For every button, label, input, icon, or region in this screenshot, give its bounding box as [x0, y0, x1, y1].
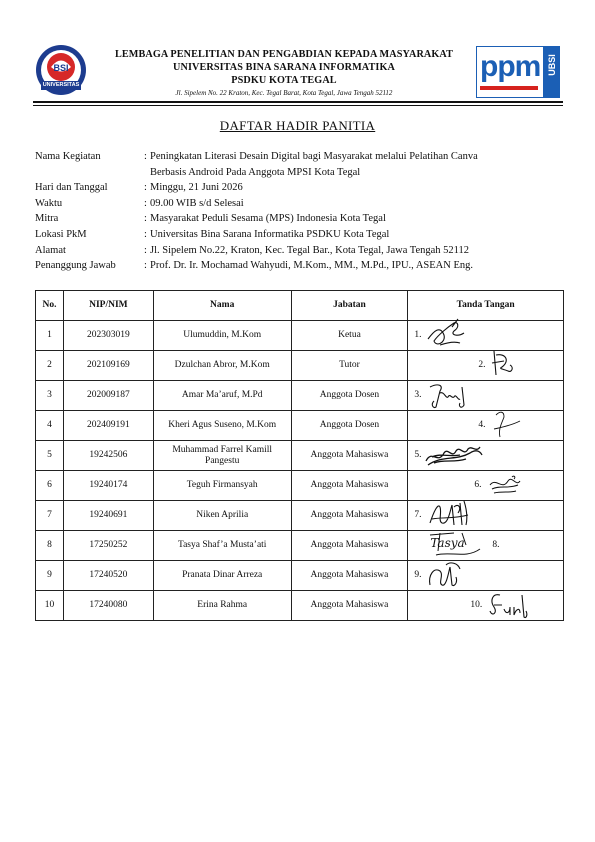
cell-jabatan: Anggota Mahasiswa: [291, 501, 408, 531]
signature-number: 4.: [478, 420, 486, 430]
col-header-jabatan: Jabatan: [291, 291, 408, 321]
info-value: : Prof. Dr. Ir. Mochamad Wahyudi, M.Kom., MM., M.Pd., IPU., ASEAN Eng.: [144, 258, 565, 274]
info-row-kegiatan: [35, 149, 565, 180]
signature-number: 2.: [478, 360, 486, 370]
cell-signature: [408, 561, 564, 591]
ubsi-logo: [35, 44, 87, 96]
info-label: Alamat: [35, 244, 66, 256]
institution-line-2: UNIVERSITAS BINA SARANA INFORMATIKA: [173, 62, 395, 73]
signature-number: 8.: [492, 540, 500, 550]
table-row: [36, 471, 564, 501]
institution-line-3: PSDKU KOTA TEGAL: [231, 75, 337, 86]
cell-nip: 17240080: [63, 591, 153, 621]
info-value-line1: : Peningkatan Literasi Desain Digital bagi Masyarakat melalui Pelatihan Canva: [150, 151, 478, 162]
table-row: [36, 561, 564, 591]
info-row-lokasi: [35, 227, 565, 243]
cell-nama: Dzulchan Abror, M.Kom: [153, 351, 291, 381]
col-header-tanda-tangan: Tanda Tangan: [408, 291, 564, 321]
signature-number: 3.: [414, 390, 422, 400]
signature-image: [424, 497, 474, 531]
info-value-line2: Berbasis Android Pada Anggota MPSI Kota Tegal: [150, 166, 361, 178]
cell-jabatan: Ketua: [291, 321, 408, 351]
cell-nama: Tasya Shaf’a Musta’ati: [153, 531, 291, 561]
info-label: Lokasi PkM: [35, 228, 87, 240]
info-row-waktu: [35, 196, 565, 212]
info-row-mitra: [35, 211, 565, 227]
table-row: [36, 411, 564, 441]
cell-nama: Amar Ma’aruf, M.Pd: [153, 381, 291, 411]
signature-number: 10.: [470, 600, 483, 610]
event-info: [35, 149, 565, 274]
signature-image: [424, 379, 474, 411]
letterhead: [95, 48, 473, 99]
cell-nama: Muhammad Farrel Kamill Pangestu: [153, 441, 291, 471]
cell-jabatan: Anggota Mahasiswa: [291, 471, 408, 501]
info-label: Mitra: [35, 213, 59, 225]
col-header-nama: Nama: [153, 291, 291, 321]
cell-nip: 202109169: [63, 351, 153, 381]
cell-jabatan: Tutor: [291, 351, 408, 381]
cell-nama: Kheri Agus Suseno, M.Kom: [153, 411, 291, 441]
ppm-logo-side-text: UBSI: [547, 54, 557, 76]
cell-nip: 202009187: [63, 381, 153, 411]
cell-no: 1: [36, 321, 64, 351]
signature-number: 6.: [474, 480, 482, 490]
cell-nip: 17240520: [63, 561, 153, 591]
header-rule-thin: [33, 105, 563, 106]
table-row: [36, 381, 564, 411]
info-value: : Jl. Sipelem No.22, Kraton, Kec. Tegal Bar., Kota Tegal, Jawa Tengah 52112: [144, 243, 565, 259]
document-title: DAFTAR HADIR PANITIA: [219, 118, 376, 133]
info-label: Penanggung Jawab: [35, 260, 116, 272]
header-rule-thick: [33, 101, 563, 103]
cell-no: 2: [36, 351, 64, 381]
cell-nama: Ulumuddin, M.Kom: [153, 321, 291, 351]
cell-jabatan: Anggota Mahasiswa: [291, 561, 408, 591]
signature-image: [424, 559, 466, 591]
cell-jabatan: Anggota Mahasiswa: [291, 531, 408, 561]
signature-number: 1.: [414, 330, 422, 340]
ppm-logo: [476, 46, 561, 98]
info-row-alamat: [35, 243, 565, 259]
signature-image: [422, 439, 486, 471]
institution-line-1: LEMBAGA PENELITIAN DAN PENGABDIAN KEPADA MASYARAKAT: [114, 49, 453, 60]
cell-nip: 202303019: [63, 321, 153, 351]
table-row: [36, 351, 564, 381]
cell-signature: [408, 351, 564, 381]
cell-signature: [408, 591, 564, 621]
cell-signature: [408, 441, 564, 471]
table-row: [36, 591, 564, 621]
cell-nama: Niken Aprilia: [153, 501, 291, 531]
signature-image: [486, 589, 532, 621]
cell-signature: [408, 531, 564, 561]
cell-nama: Teguh Firmansyah: [153, 471, 291, 501]
info-row-hari: [35, 180, 565, 196]
cell-no: 9: [36, 561, 64, 591]
table-row: [36, 441, 564, 471]
info-value: : 09.00 WIB s/d Selesai: [144, 196, 565, 212]
signature-number: 9.: [414, 570, 422, 580]
signature-image: [490, 409, 530, 441]
cell-nip: 19240174: [63, 471, 153, 501]
cell-jabatan: Anggota Mahasiswa: [291, 441, 408, 471]
info-label: Nama Kegiatan: [35, 151, 101, 162]
signature-number: 5.: [414, 450, 422, 460]
cell-signature: [408, 471, 564, 501]
cell-jabatan: Anggota Dosen: [291, 411, 408, 441]
cell-nip: 19240691: [63, 501, 153, 531]
signature-image: [486, 471, 526, 499]
cell-no: 7: [36, 501, 64, 531]
cell-signature: [408, 321, 564, 351]
cell-nip: 202409191: [63, 411, 153, 441]
info-label: Waktu: [35, 197, 63, 209]
cell-no: 4: [36, 411, 64, 441]
logo-left-caption: UNIVERSITAS: [42, 82, 80, 88]
cell-nama: Pranata Dinar Arreza: [153, 561, 291, 591]
signature-number: 7.: [414, 510, 422, 520]
signature-image: [424, 317, 474, 351]
svg-text:BSI: BSI: [53, 63, 69, 73]
signature-image: [488, 347, 528, 381]
cell-no: 5: [36, 441, 64, 471]
info-value: [144, 149, 565, 180]
info-value: : Universitas Bina Sarana Informatika PSDKU Kota Tegal: [144, 227, 565, 243]
table-header-row: [36, 291, 564, 321]
cell-jabatan: Anggota Dosen: [291, 381, 408, 411]
attendance-table: [35, 290, 564, 621]
cell-no: 3: [36, 381, 64, 411]
institution-address: Jl. Sipelem No. 22 Kraton, Kec. Tegal Barat, Kota Tegal, Jawa Tengah 52112: [175, 89, 393, 97]
info-row-penanggung-jawab: [35, 258, 565, 274]
cell-signature: [408, 501, 564, 531]
cell-jabatan: Anggota Mahasiswa: [291, 591, 408, 621]
cell-nip: 17250252: [63, 531, 153, 561]
info-value: : Minggu, 21 Juni 2026: [144, 180, 565, 196]
cell-no: 8: [36, 531, 64, 561]
col-header-nip: NIP/NIM: [63, 291, 153, 321]
table-row: [36, 501, 564, 531]
cell-nip: 19242506: [63, 441, 153, 471]
cell-nama: Erina Rahma: [153, 591, 291, 621]
col-header-no: No.: [36, 291, 64, 321]
cell-no: 6: [36, 471, 64, 501]
signature-handwritten-text: Tasya: [430, 536, 465, 550]
cell-no: 10: [36, 591, 64, 621]
info-value: : Masyarakat Peduli Sesama (MPS) Indonesia Kota Tegal: [144, 211, 565, 227]
ppm-logo-text: ppm: [480, 50, 541, 83]
table-row: [36, 531, 564, 561]
cell-signature: [408, 411, 564, 441]
cell-signature: [408, 381, 564, 411]
table-row: [36, 321, 564, 351]
info-label: Hari dan Tanggal: [35, 182, 108, 194]
